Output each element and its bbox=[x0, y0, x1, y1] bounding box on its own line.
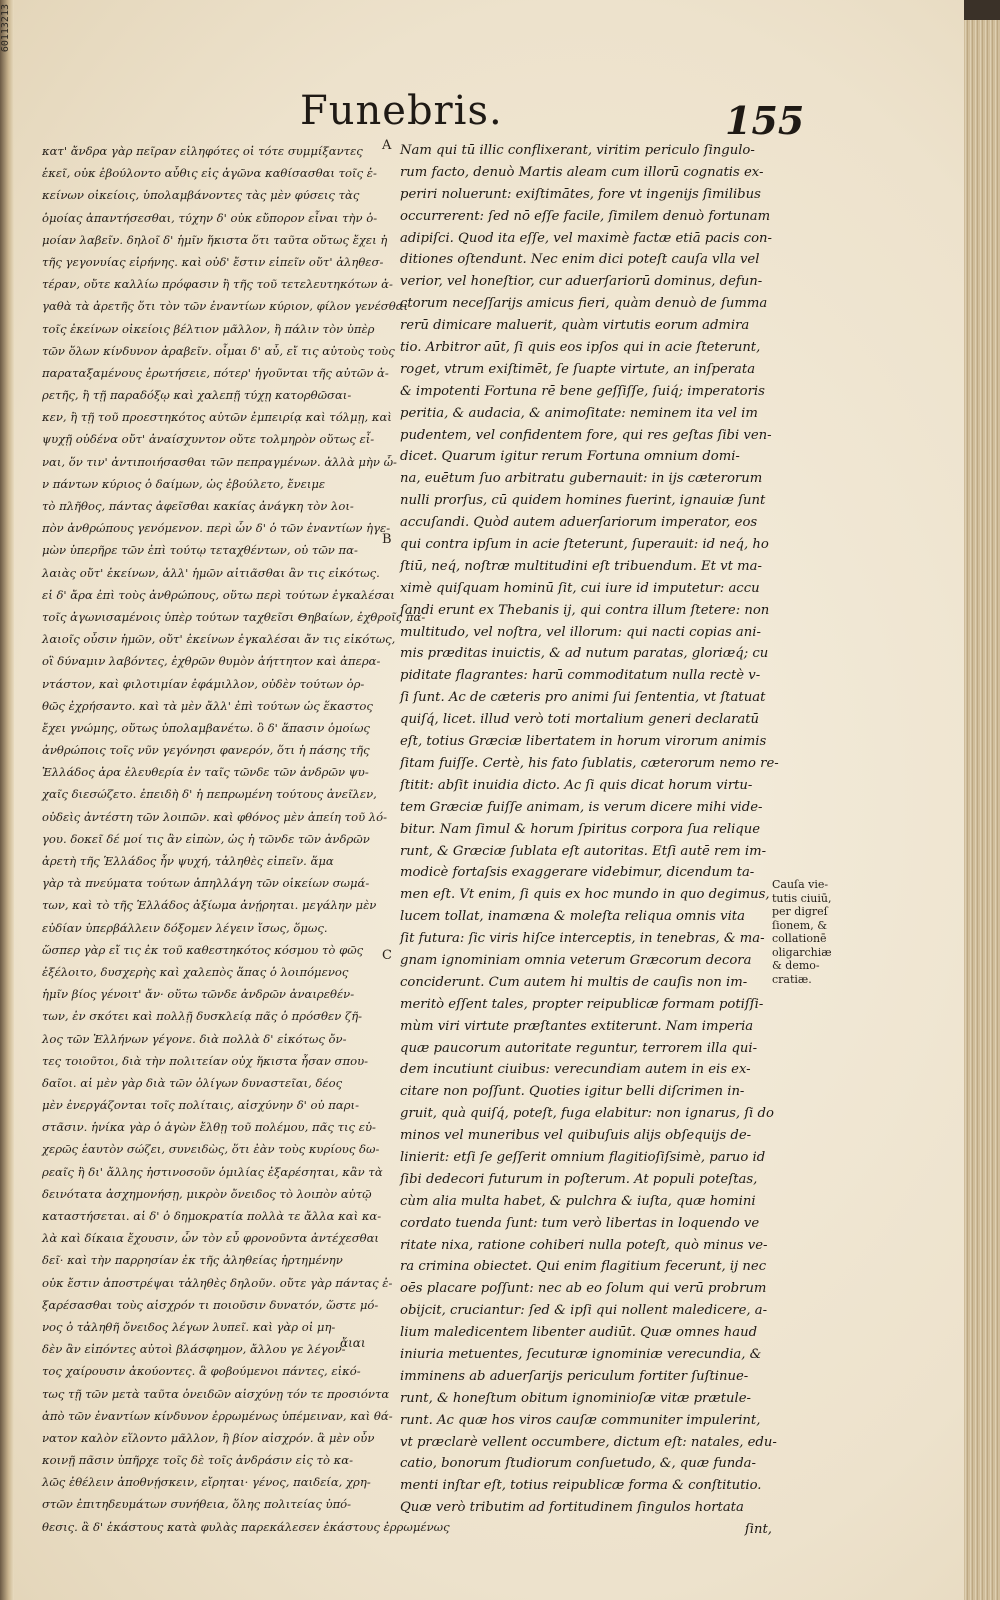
greek-text-line: κοινῇ πᾶσιν ὑπῆρχε τοῖς δὲ τοῖς ἀνδράσιν εἰς τὸ κα- bbox=[42, 1453, 354, 1468]
greek-text-line: Ἑλλάδος ἀρα ἐλευθερία ἐν ταῖς τῶνδε τῶν ἀνδρῶν ψυ- bbox=[42, 765, 369, 780]
greek-text-line: ἀρετὴ τῆς Ἑλλάδος ἦν ψυχή, τἀληθὲς εἰπεῖν. ἅμα bbox=[42, 854, 334, 868]
greek-text-column bbox=[42, 140, 450, 1538]
greek-text-line: ρετῆς, ἢ τῇ παραδόξῳ καὶ χαλεπῇ τύχῃ κατορθῶσαι- bbox=[42, 388, 352, 403]
latin-text-line: piditate flagrantes: harū commoditatum nulla rectè v- bbox=[400, 668, 761, 684]
latin-text-line: accuſandi. Quòd autem aduerſariorum imperator, eos bbox=[400, 515, 758, 531]
latin-text-line: conciderunt. Cum autem hi multis de cauſis non im- bbox=[400, 974, 748, 990]
greek-text-line: κεν, ἢ τῇ τοῦ προεστηκότος αὐτῶν ἐμπειρίᾳ καὶ τόλμῃ, καὶ bbox=[42, 410, 392, 425]
greek-text-line: παραταξαμένους ἐρωτήσειε, πότερ' ἡγοῦνται τῆς αὐτῶν ἀ- bbox=[42, 365, 389, 380]
greek-text-line: τοῖς ἀγωνισαμένοις ὑπὲρ τούτων ταχθεῖσι Θηβαίων, ἐχθροῖς πα- bbox=[42, 609, 426, 624]
latin-text-line: occurrerent: ſed nō eſſe facile, ſimilem denuò fortunam bbox=[400, 208, 771, 224]
greek-text-line: τος χαίρουσιν ἀκούοντες. ἃ φοβούμενοι πάντες, εἰκό- bbox=[42, 1364, 361, 1379]
latin-text-line: ſitam fuiſſe. Certè, his fato ſublatis, cæterorum nemo re- bbox=[400, 755, 779, 771]
greek-text-line: θῶς ἐχρήσαντο. καὶ τὰ μὲν ἄλλ' ἐπὶ τούτων ὡς ἕκαστος bbox=[42, 698, 373, 713]
latin-text-line: ctorum neceſſarijs amicus fieri, quàm denuò de ſumma bbox=[400, 296, 768, 312]
greek-text-line: γαθὰ τὰ ἀρετῆς ὅτι τὸν τῶν ἐναντίων κύριον, φίλον γενέσθαι bbox=[42, 299, 409, 314]
latin-text-line: menti inſtar eſt, totius reipublicæ forma & conſtitutio. bbox=[400, 1478, 762, 1494]
greek-text-line: τοῖς ἐκείνων οἰκείοις βέλτιον μᾶλλον, ἢ πάλιν τὸν ὑπὲρ bbox=[42, 321, 375, 336]
greek-text-line: εἰ δ' ἄρα ἐπὶ τοὺς ἀνθρώπους, οὕτω περὶ τούτων ἐγκαλέσαι bbox=[42, 587, 395, 602]
greek-text-line: γὰρ τὰ πνεύματα τούτων ἀπηλλάγη τῶν οἰκείων σωμά- bbox=[42, 876, 370, 891]
page-fore-edge bbox=[964, 20, 1000, 1600]
marginal-note-line: Cauſa vie- bbox=[772, 878, 829, 891]
latin-text-line: rum facto, denuò Martis aleam cum illorū cognatis ex- bbox=[400, 164, 764, 180]
marginal-note-line: cratiæ. bbox=[772, 972, 812, 986]
greek-text-line: ἡμῖν βίος γένοιτ' ἄν· οὕτω τῶνδε ἀνδρῶν ἀναιρεθέν- bbox=[42, 987, 355, 1002]
latin-text-line: runt, & Græciæ ſublata eſt autoritas. Etſi autē rem im- bbox=[400, 843, 767, 859]
greek-text-line: ν πάντων κύριος ὁ δαίμων, ὡς ἐβούλετο, ἔνειμε bbox=[42, 476, 326, 491]
greek-text-line: ναι, ὅν τιν' ἀντιποιήσασθαι τῶν πεπραγμένων. ἀλλὰ μὴν ὧ- bbox=[42, 454, 397, 469]
greek-text-line: χαῖς διεσώζετο. ἐπειδὴ δ' ἡ πεπρωμένη τούτους ἀνεῖλεν, bbox=[42, 787, 377, 802]
latin-text-line: ſtitit: abſit inuidia dicto. Ac ſi quis dicat horum virtu- bbox=[400, 777, 753, 793]
greek-text-line: κατ' ἄνδρα γὰρ πεῖραν εἰληφότες οἱ τότε συμμίξαντες bbox=[42, 144, 363, 158]
latin-text-line: nulli prorſus, cū quidem homines fuerint, ignauiæ ſunt bbox=[400, 493, 766, 509]
marginal-note-line: per digreſ bbox=[772, 905, 828, 918]
greek-text-line: νος ὁ τἀληθῆ ὄνειδος λέγων λυπεῖ. καὶ γὰρ οἱ μη- bbox=[42, 1319, 336, 1334]
left-book-edge bbox=[0, 0, 14, 1600]
latin-text-line: oēs placare poſſunt: nec ab eo ſolum qui verū probrum bbox=[400, 1281, 767, 1297]
latin-text-line: lucem tollat, inamæna & moleſta reliqua omnis vita bbox=[400, 909, 745, 925]
greek-text-line: λαιὰς οὔτ' ἐκείνων, ἀλλ' ἡμῶν αἰτιᾶσθαι ἂν τις εἰκότως. bbox=[42, 565, 380, 580]
latin-text-line: ditiones oſtendunt. Nec enim dici poteſt cauſa vlla vel bbox=[400, 252, 760, 268]
latin-text-line: mùm viri virtute præſtantes extiterunt. Nam imperia bbox=[400, 1018, 754, 1034]
latin-text-line: verior, vel honeſtior, cur aduerſariorū dominus, defun- bbox=[400, 274, 763, 290]
greek-text-line: ψυχῇ οὐδένα οὔτ' ἀναίσχυντον οὔτε τολμηρὸν οὕτως εἶ- bbox=[42, 432, 375, 447]
latin-text-line: ſint, bbox=[744, 1522, 772, 1538]
greek-text-line: ἑκεῖ, οὐκ ἐβούλοντο αὖθις εἰς ἀγῶνα καθίσασθαι τοῖς ἐ- bbox=[42, 166, 377, 181]
latin-text-line: minos vel muneribus vel quibuſuis alijs obſequijs de- bbox=[400, 1128, 752, 1144]
greek-text-line: λαιοῖς οὖσιν ἡμῶν, οὔτ' ἐκείνων ἐγκαλέσαι ἄν τις εἰκότως, bbox=[42, 632, 396, 647]
latin-text-line: gruit, quà quiſq́, poteſt, fuga elabitur: non ignarus, ſi do bbox=[400, 1106, 774, 1122]
greek-text-line: λὰ καὶ δίκαια ἔχουσιν, ὧν τὸν εὖ φρονοῦντα ἀντέχεσθαι bbox=[42, 1231, 379, 1246]
greek-text-line: μὼν ὑπερῆρε τῶν ἐπὶ τούτῳ τεταχθέντων, οὐ τῶν πα- bbox=[42, 543, 358, 558]
marginal-note-line: oligarchiæ bbox=[772, 945, 832, 959]
latin-text-line: iniuria metuentes, ſecuturæ ignominiæ verecundia, & bbox=[400, 1346, 762, 1362]
latin-text-line: dicet. Quarum igitur rerum Fortuna omnium domi- bbox=[400, 449, 740, 465]
marginal-note-line: ſionem, & bbox=[772, 918, 828, 932]
latin-text-line: cordato tuenda ſunt: tum verò libertas in loquendo ve bbox=[400, 1215, 760, 1231]
latin-text-line: ximè quiſquam hominū ſit, cui iure id imputetur: accu bbox=[400, 580, 760, 596]
latin-text-line: ritate nixa, ratione cohiberi nulla poteſt, quò minus ve- bbox=[400, 1237, 768, 1253]
greek-text-line: τῶν ὅλων κίνδυνον ἀραβεῖν. οἶμαι δ' αὖ, εἴ τις αὐτοὺς τοὺς bbox=[42, 343, 395, 358]
latin-text-line: ſi ſunt. Ac de cæteris pro animi ſui ſententia, vt ſtatuat bbox=[400, 690, 766, 706]
latin-text-line: roget, vtrum exiſtimēt, ſe ſuapte virtute, an inſperata bbox=[400, 361, 756, 377]
greek-text-line: κείνων οἰκείοις, ὑπολαμβάνοντες τὰς μὲν φύσεις τὰς bbox=[42, 188, 360, 203]
greek-text-line: ὁμοίας ἀπαντήσεσθαι, τύχην δ' οὐκ εὔπορον εἶναι τὴν ὁ- bbox=[42, 210, 378, 225]
greek-text-line: λος τῶν Ἑλλήνων γέγονε. διὰ πολλὰ δ' εἰκότως ὄν- bbox=[42, 1031, 347, 1046]
latin-text-line: Nam qui tū illic conflixerant, viritim periculo ſingulo- bbox=[400, 143, 755, 158]
greek-text-line: τῆς γεγονυίας εἰρήνης. καὶ οὐδ' ἔστιν εἰπεῖν οὔτ' ἀληθεσ- bbox=[42, 254, 384, 269]
greek-text-line: οὐδεὶς ἀντέστη τῶν λοιπῶν. καὶ φθόνος μὲν ἀπείη τοῦ λό- bbox=[42, 809, 388, 824]
greek-text-line: ἀπὸ τῶν ἐναντίων κίνδυνον ἐρρωμένως ὑπέμειναν, καὶ θά- bbox=[42, 1408, 393, 1423]
latin-text-line: men eſt. Vt enim, ſi quis ex hoc mundo in quo degimus, bbox=[400, 887, 770, 903]
latin-text-line: na, euētum ſuo arbitratu gubernauit: in ijs cæterorum bbox=[400, 471, 763, 487]
latin-text-line: ſibi dedecori futurum in poſterum. At populi poteſtas, bbox=[400, 1171, 758, 1187]
greek-text-line: δαῖοι. αἱ μὲν γὰρ διὰ τῶν ὀλίγων δυναστεῖαι, δέος bbox=[42, 1075, 343, 1090]
greek-text-line: στῶν ἐπιτηδευμάτων συνήθεια, ὅλης πολιτείας ὑπό- bbox=[42, 1497, 352, 1512]
greek-text-line: μὲν ἐνεργάζονται τοῖς πολίταις, αἰσχύνην δ' οὐ παρι- bbox=[42, 1098, 359, 1113]
latin-text-line: tem Græciæ fuiſſe animam, is verum dicere mihi vide- bbox=[400, 799, 763, 815]
greek-text-line: ἐξέλοιτο, δυσχερὴς καὶ χαλεπὸς ἅπας ὁ λοιπόμενος bbox=[42, 964, 349, 979]
latin-text-line: runt. Ac quæ hos viros cauſæ communiter impulerint, bbox=[400, 1412, 761, 1428]
section-marker-b: B bbox=[382, 532, 392, 547]
latin-text-line: dem incutiunt ciuibus: verecundiam autem in eis ex- bbox=[400, 1062, 751, 1078]
greek-text-line: ντάστον, καὶ φιλοτιμίαν ἐφάμιλλον, οὐδὲν τούτων ὀρ- bbox=[42, 676, 365, 691]
greek-text-line: καταστήσεται. αἱ δ' ὁ δημοκρατία πολλὰ τε ἄλλα καὶ κα- bbox=[42, 1209, 382, 1223]
latin-text-line: ſandi erunt ex Thebanis ij, qui contra illum ſtetere: non bbox=[400, 602, 770, 618]
greek-text-line: ἔχει γνώμης, οὕτως ὑπολαμβανέτω. ὃ δ' ἅπασιν ὁμοίως bbox=[42, 720, 370, 735]
greek-text-line: δεινότατα ἀσχημονήσῃ, μικρὸν ὄνειδος τὸ λοιπὸν αὐτῷ bbox=[42, 1186, 372, 1201]
greek-text-line: τὸ πλῆθος, πάντας ἀφεῖσθαι κακίας ἀνάγκη τὸν λοι- bbox=[42, 499, 354, 513]
marginal-note bbox=[772, 878, 842, 986]
latin-text-line: ſit futura: ſic viris hiſce interceptis, in tenebras, & ma- bbox=[400, 931, 765, 947]
latin-text-line: meritò eſſent tales, propter reipublicæ formam potiſſi- bbox=[400, 996, 764, 1012]
latin-text-line: Quæ verò tributim ad fortitudinem ſingulos hortata bbox=[400, 1500, 744, 1516]
greek-text-line: τες τοιοῦτοι, διὰ τὴν πολιτείαν οὐχ ἥκιστα ἦσαν σπου- bbox=[42, 1053, 369, 1068]
latin-text-line: quiſq́, licet. illud verò toti mortalium generi declaratū bbox=[400, 712, 760, 728]
section-marker-c: C bbox=[382, 948, 392, 963]
greek-text-line: νατον καλὸν εἵλοντο μᾶλλον, ἢ βίον αἰσχρόν. ἃ μὲν οὖν bbox=[42, 1430, 375, 1445]
latin-text-line: citare non poſſunt. Quoties igitur belli diſcrimen in- bbox=[400, 1084, 745, 1100]
section-marker-a: A bbox=[382, 138, 392, 153]
page-number: 155 bbox=[725, 98, 805, 143]
latin-text-line: obijcit, cruciantur: ſed & ipſi qui nollent maledicere, a- bbox=[400, 1303, 768, 1319]
marginal-note-line: & demo- bbox=[772, 959, 820, 972]
latin-text-line: gnam ignominiam omnia veterum Græcorum decora bbox=[400, 952, 752, 968]
greek-text-line: ρεαῖς ἢ δι' ἄλλης ἡστινοσοῦν ὁμιλίας ἐξαρέσηται, κἂν τὰ bbox=[42, 1164, 383, 1179]
greek-text-line: πὸν ἀνθρώπους γενόμενον. περὶ ὧν δ' ὁ τῶν ἐναντίων ἡγε- bbox=[42, 521, 391, 536]
greek-text-line: των, ἐν σκότει καὶ πολλῇ δυσκλείᾳ πᾶς ὁ πρόσθεν ζῆ- bbox=[42, 1009, 363, 1024]
latin-text-line: tio. Arbitror aūt, ſi quis eos ipſos qui in acie ſteterunt, bbox=[400, 340, 761, 356]
greek-text-line: οἳ δύναμιν λαβόντες, ἐχθρῶν θυμὸν ἀήττητον καὶ ἀπερα- bbox=[42, 654, 381, 669]
marginal-note-line: tutis ciuiū, bbox=[772, 891, 832, 905]
greek-text-line: θεσις. ἃ δ' ἑκάστους κατὰ φυλὰς παρεκάλεσεν ἐκάστους ἐρρωμένως bbox=[42, 1519, 450, 1534]
greek-text-line: μοίαν λαβεῖν. δηλοῖ δ' ἡμῖν ἥκιστα ὅτι ταῦτα οὕτως ἔχει ἡ bbox=[42, 232, 388, 247]
latin-text-line: rerū dimicare maluerit, quàm virtutis eorum admira bbox=[400, 318, 750, 334]
greek-text-line: εὐδίαν ὑπερβάλλειν δόξομεν λέγειν ἴσως, ὅμως. bbox=[42, 920, 328, 935]
latin-text-line: mis præditas inuictis, & ad nutum paratas, gloriæq́; cu bbox=[400, 646, 769, 662]
latin-text-column bbox=[400, 140, 779, 1541]
latin-text-line: quæ paucorum autoritate reguntur, terrorem illa qui- bbox=[400, 1040, 758, 1056]
latin-text-line: bitur. Nam ſimul & horum ſpiritus corpora ſua relique bbox=[400, 821, 761, 837]
latin-text-line: pudentem, vel confidentem fore, qui res geſtas ſibi ven- bbox=[400, 427, 772, 443]
latin-text-line: & impotenti Fortuna rē bene geſſiſſe, ſuiq́; imperatoris bbox=[400, 383, 765, 399]
greek-text-line: ξαρέσασθαι τοὺς αἰσχρόν τι ποιοῦσιν δυνατόν, ὥστε μό- bbox=[42, 1297, 379, 1312]
latin-text-line: eſt, totius Græciæ libertatem in horum virorum animis bbox=[400, 734, 767, 750]
greek-text-line: γου. δοκεῖ δέ μοί τις ἂν εἰπὼν, ὡς ἡ τῶνδε τῶν ἀνδρῶν bbox=[42, 831, 370, 846]
greek-text-line: ἀνθρώποις τοῖς νῦν γεγόνησι φανερόν, ὅτι ἡ πάσης τῆς bbox=[42, 743, 370, 758]
latin-text-line: ſtiū, neq́, noſtræ multitudini eſt tribuendum. Et vt ma- bbox=[400, 558, 762, 574]
greek-text-line: ὥσπερ γὰρ εἴ τις ἐκ τοῦ καθεστηκότος κόσμου τὸ φῶς bbox=[42, 942, 364, 957]
greek-text-line: τέραν, οὔτε καλλίω πρόφασιν ἢ τῆς τοῦ τετελευτηκότων ἀ- bbox=[42, 277, 393, 292]
latin-text-line: lium maledicentem libenter audiūt. Quæ omnes haud bbox=[400, 1325, 758, 1341]
latin-text-line: peritia, & audacia, & animoſitate: neminem ita vel im bbox=[400, 405, 758, 421]
latin-text-line: modicè fortaſsis exaggerare videbimur, dicendum ta- bbox=[400, 865, 755, 881]
catchword: ἄιαι bbox=[340, 1336, 366, 1350]
greek-text-line: δεῖ· καὶ τὴν παρρησίαν ἐκ τῆς ἀληθείας ἠρτημένην bbox=[42, 1253, 343, 1268]
greek-text-line: τως τῇ τῶν μετὰ ταῦτα ὀνειδῶν αἰσχύνῃ τόν τε προσιόντα bbox=[42, 1386, 390, 1401]
latin-text-line: runt, & honeſtum obitum ignominioſæ vitæ prætule- bbox=[400, 1390, 751, 1406]
latin-text-line: cùm alia multa habet, & pulchra & iuſta, quæ homini bbox=[400, 1193, 756, 1209]
greek-text-line: χερῶς ἑαυτὸν σώζει, συνειδὼς, ὅτι ἐὰν τοὺς κυρίους δω- bbox=[42, 1142, 380, 1157]
greek-text-line: στᾶσιν. ἡνίκα γὰρ ὁ ἀγὼν ἔλθῃ τοῦ πολέμου, πᾶς τις εὐ- bbox=[42, 1120, 376, 1135]
latin-text-line: qui contra ipſum in acie ſteterunt, ſuperauit: id neq́, ho bbox=[400, 537, 769, 553]
latin-text-line: ra crimina obiectet. Qui enim flagitium fecerunt, ij nec bbox=[400, 1259, 767, 1275]
latin-text-line: periri noluerunt: exiſtimātes, fore vt ingenijs ſimilibus bbox=[400, 186, 761, 202]
latin-text-line: catio, bonorum ſtudiorum conſuetudo, &, quæ funda- bbox=[400, 1456, 756, 1472]
latin-text-line: imminens ab aduerſarijs periculum fortiter ſuſtinue- bbox=[400, 1368, 749, 1384]
running-title: Funebris. bbox=[300, 88, 503, 134]
greek-text-line: των, καὶ τὸ τῆς Ἑλλάδος ἀξίωμα ἀνῄρηται. μεγάλην μὲν bbox=[42, 898, 377, 913]
latin-text-line: adipiſci. Quod ita eſſe, vel maximè factæ etiā pacis con- bbox=[400, 230, 772, 246]
marginal-note-line: collationē bbox=[772, 932, 827, 945]
latin-text-line: linierit: etſi ſe geſſerit omnium flagitioſiſsimè, paruo id bbox=[400, 1149, 766, 1165]
scan-id: 60113213 bbox=[0, 4, 11, 53]
greek-text-line: λῶς ἐθέλειν ἀποθνῄσκειν, εἴρηται· γένος, παιδεία, χρη- bbox=[42, 1475, 371, 1490]
latin-text-line: vt præclarè vellent occumbere, dictum eſt: natales, edu- bbox=[400, 1434, 777, 1450]
latin-text-line: multitudo, vel noſtra, vel illorum: qui nacti copias ani- bbox=[400, 624, 761, 640]
greek-text-line: οὐκ ἔστιν ἀποστρέψαι τἀληθὲς δηλοῦν. οὔτε γὰρ πάντας ἐ- bbox=[42, 1275, 393, 1290]
greek-text-line: δὲν ἂν εἰπόντες αὐτοὶ βλάσφημον, ἄλλου γε λέγον- bbox=[42, 1342, 346, 1357]
